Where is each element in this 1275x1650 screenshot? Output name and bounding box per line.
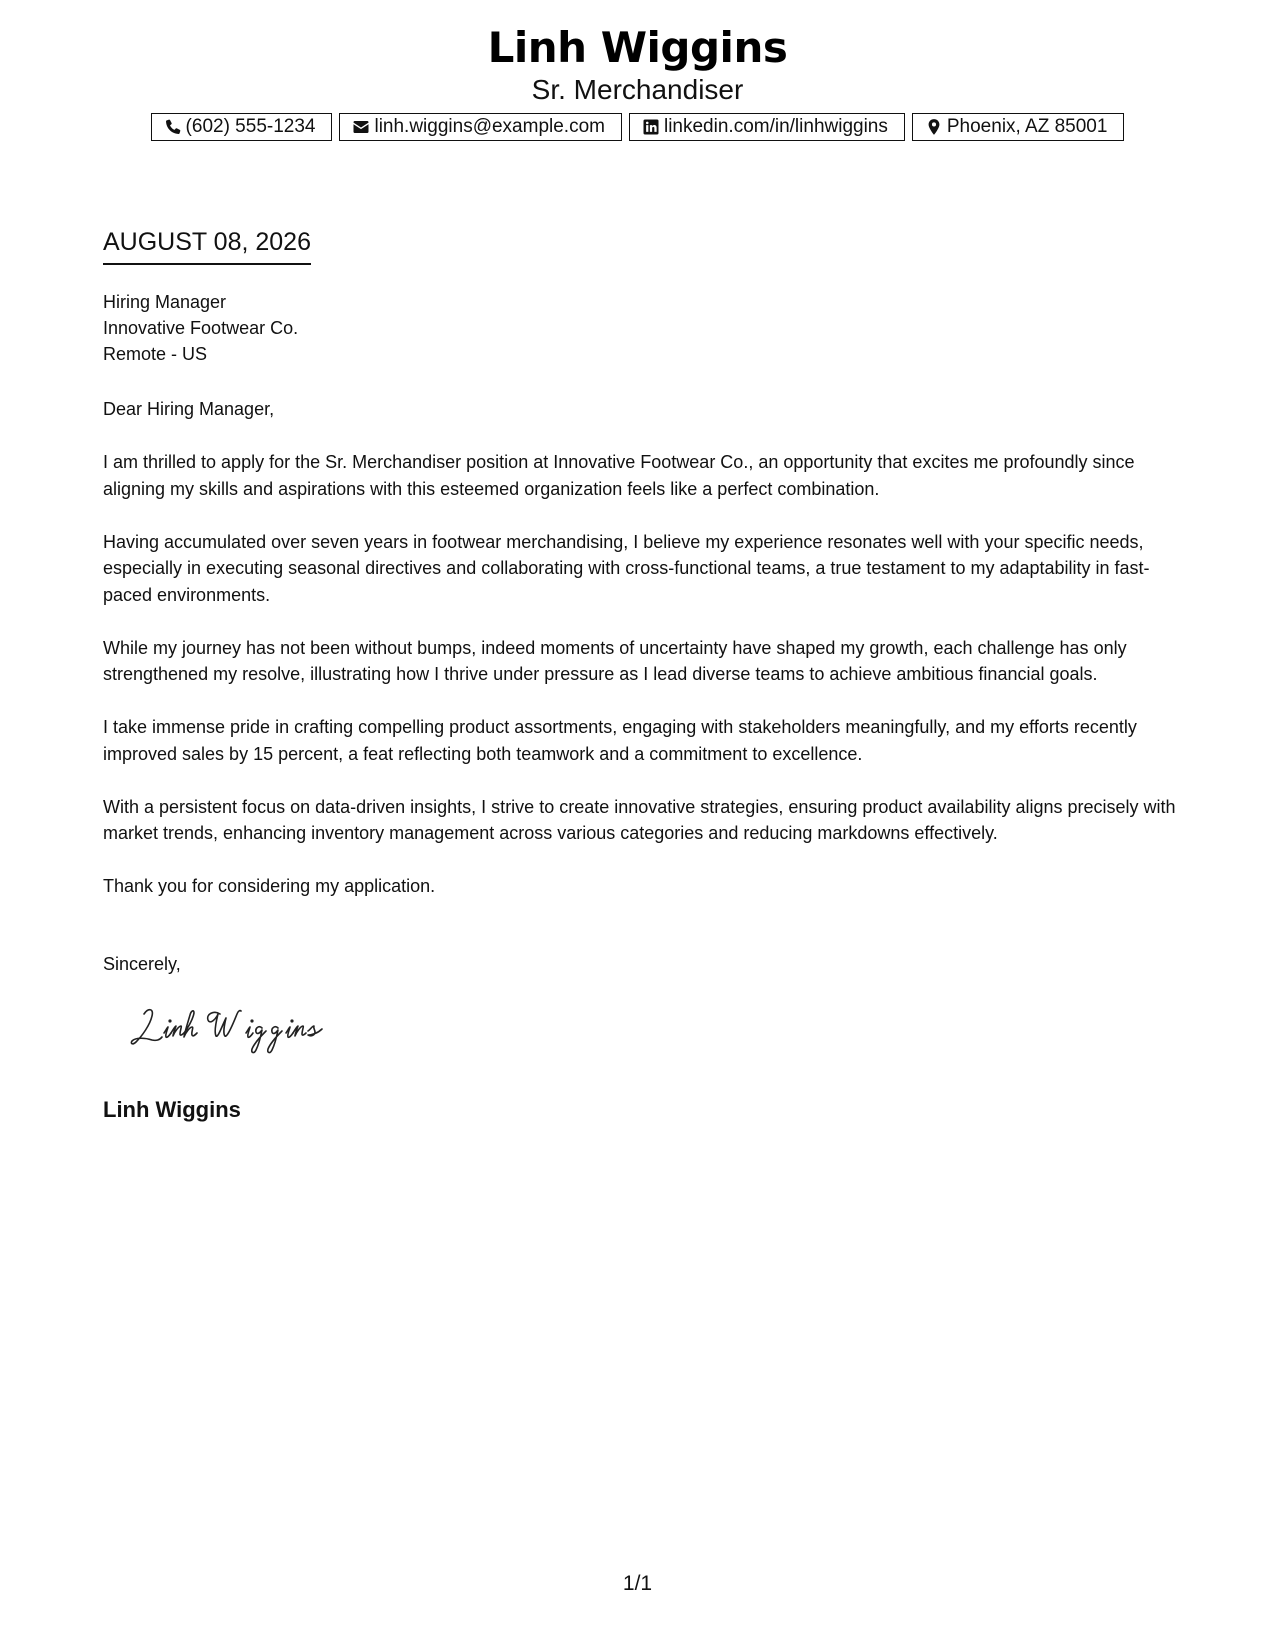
page-number: 1/1 <box>622 1572 653 1595</box>
salutation: Dear Hiring Manager, <box>103 399 275 419</box>
recipient-block <box>103 289 298 367</box>
letter-body <box>103 449 1183 926</box>
contact-location <box>912 113 1125 141</box>
letter-date: AUGUST 08, 2026 <box>103 228 311 265</box>
phone-icon <box>164 118 182 136</box>
linkedin-text: linkedin.com/in/linhwiggins <box>663 116 888 137</box>
envelope-icon <box>352 118 370 136</box>
body-paragraph: I take immense pride in crafting compelling product assortments, engaging with stakeholders meaningfully, and my efforts recently improved sales by 15 percent, a feat reflecting both teamwork and a commitment to excellence. <box>103 717 1137 764</box>
handwritten-signature <box>122 1000 362 1060</box>
body-paragraph: Thank you for considering my application. <box>103 876 436 896</box>
phone-text: (602) 555-1234 <box>185 116 316 137</box>
applicant-name: Linh Wiggins <box>487 23 788 72</box>
contact-email <box>339 113 622 141</box>
closing: Sincerely, <box>103 954 181 974</box>
letter-header <box>0 22 1275 106</box>
contact-phone <box>151 113 333 141</box>
recipient-company: Innovative Footwear Co. <box>103 318 299 338</box>
map-pin-icon <box>925 118 943 136</box>
recipient-location: Remote - US <box>103 344 208 364</box>
signed-name: Linh Wiggins <box>103 1097 241 1122</box>
applicant-title: Sr. Merchandiser <box>531 74 744 105</box>
body-paragraph: I am thrilled to apply for the Sr. Merchandiser position at Innovative Footwear Co., an opportunity that excites me profoundly since aligning my skills and aspirations with this esteemed organization feels like a perfect combination. <box>103 452 1135 499</box>
contact-linkedin <box>629 113 905 141</box>
body-paragraph: With a persistent focus on data-driven insights, I strive to create innovative strategies, ensuring product availability aligns precisely with market trends, enhancing inventory management across various categories and reducing markdowns effectively. <box>103 796 1176 843</box>
body-paragraph: While my journey has not been without bumps, indeed moments of uncertainty have shaped my growth, each challenge has only strengthened my resolve, illustrating how I thrive under pressure as I lead diverse teams to achieve ambitious financial goals. <box>103 637 1127 684</box>
email-text: linh.wiggins@example.com <box>374 116 605 137</box>
contact-bar <box>0 113 1275 141</box>
linkedin-icon <box>642 118 660 136</box>
location-text: Phoenix, AZ 85001 <box>946 116 1108 137</box>
body-paragraph: Having accumulated over seven years in footwear merchandising, I believe my experience resonates well with your specific needs, especially in executing seasonal directives and collaborating with cross-functional teams, a true testament to my adaptability in fast-paced environments. <box>103 531 1150 605</box>
recipient-role: Hiring Manager <box>103 292 227 312</box>
